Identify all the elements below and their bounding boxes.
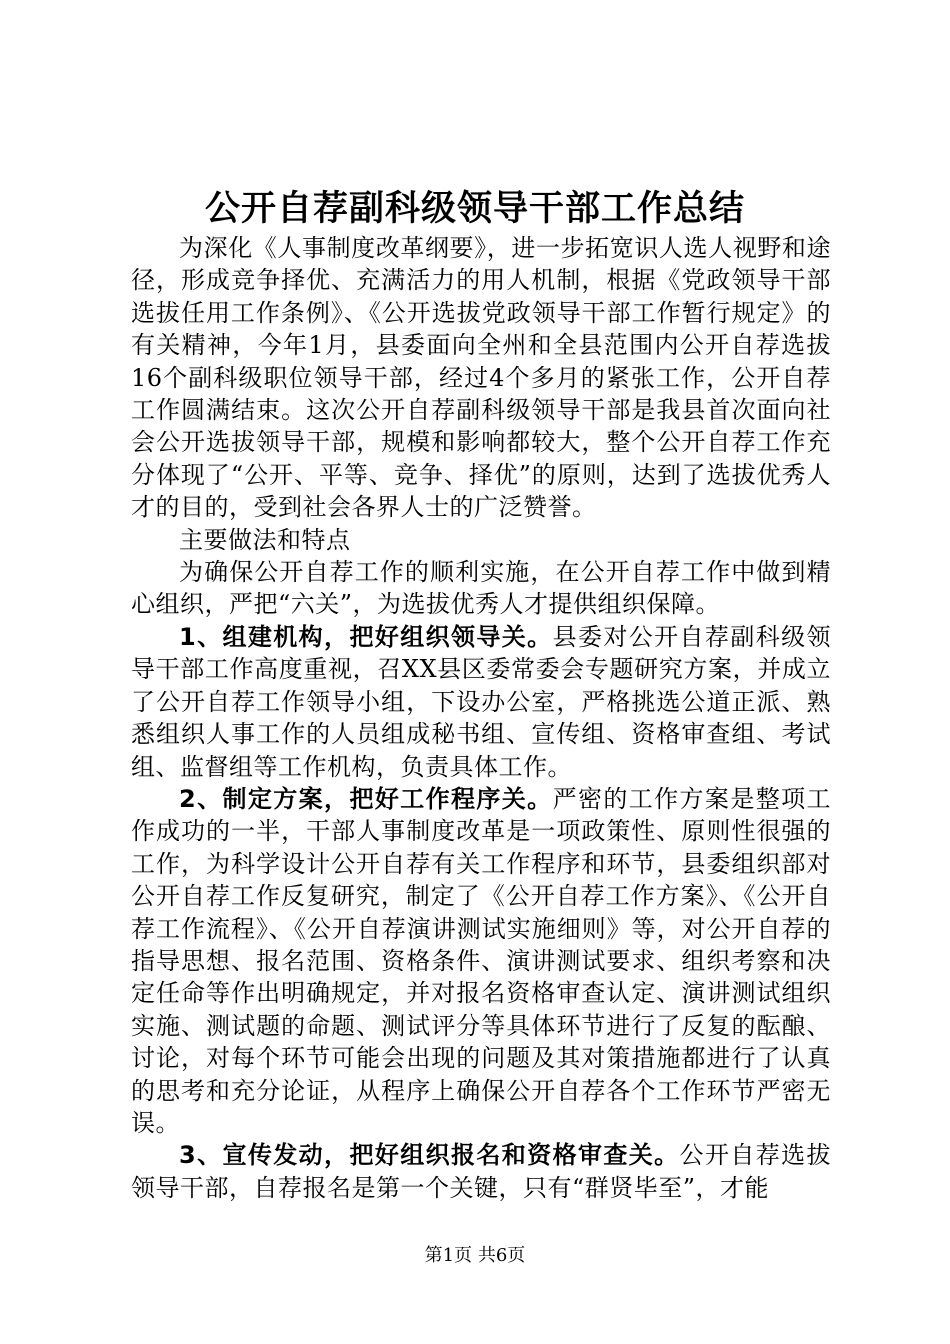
document-body <box>131 232 831 1204</box>
paragraph-text: 为确保公开自荐工作的顺利实施，在公开自荐工作中做到精心组织，严把“六关”，为选拔优秀人才提供组织保障。 <box>131 558 831 619</box>
item-heading: 1、组建机构，把好组织领导关。 <box>179 622 553 651</box>
paragraph-text: 公开自荐选拔领导干部，自荐报名是第一个关键，只有“群贤毕至”，才能 <box>131 1141 832 1202</box>
paragraph-text: 严密的工作方案是整项工作成功的一半，干部人事制度改革是一项政策性、原则性很强的工作，为科学设计公开自荐有关工作程序和环节，县委组织部对公开自荐工作反复研究，制定了《公开自荐工作方案》、《公开自荐工作流程》、《公开自荐演讲测试实施细则》等，对公开自荐的指导思想、报名范围、资格条件、演讲测试要求、组织考察和决定任命等作出明确规定，并对报名资格审查认定、演讲测试组织实施、测试题的命题、测试评分等具体环节进行了反复的酝酿、讨论，对每个环节可能会出现的问题及其对策措施都进行了认真的思考和充分论证，从程序上确保公开自荐各个工作环节严密无误。 <box>131 784 831 1137</box>
paragraph-section-heading <box>131 524 831 556</box>
paragraph-item-3 <box>131 1139 831 1204</box>
paragraph-intro <box>131 232 831 524</box>
paragraph-overview <box>131 556 831 621</box>
paragraph-text: 县委对公开自荐副科级领导干部工作高度重视，召XX县区委常委会专题研究方案，并成立了公开自荐工作领导小组，下设办公室，严格挑选公道正派、熟悉组织人事工作的人员组成秘书组、宣传组、资格审查组、考试组、监督组等工作机构，负责具体工作。 <box>131 622 831 781</box>
item-heading: 2、制定方案，把好工作程序关。 <box>179 784 553 813</box>
paragraph-item-1 <box>131 621 831 783</box>
item-heading: 3、宣传发动，把好组织报名和资格审查关。 <box>179 1141 680 1170</box>
paragraph-item-2 <box>131 783 831 1139</box>
paragraph-text: 主要做法和特点 <box>179 525 351 554</box>
paragraph-text: 为深化《人事制度改革纲要》，进一步拓宽识人选人视野和途径，形成竞争择优、充满活力的用人机制，根据《党政领导干部选拔任用工作条例》、《公开选拔党政领导干部工作暂行规定》的有关精神，今年1月，县委面向全州和全县范围内公开自荐选拔16个副科级职位领导干部，经过4个多月的紧张工作，公开自荐工作圆满结束。这次公开自荐副科级领导干部是我县首次面向社会公开选拔领导干部，规模和影响都较大，整个公开自荐工作充分体现了“公开、平等、竞争、择优”的原则，达到了选拔优秀人才的目的，受到社会各界人士的广泛赞誉。 <box>131 234 831 522</box>
document-title: 公开自荐副科级领导干部工作总结 <box>204 189 745 229</box>
page-number-footer: 第1页 共6页 <box>424 1245 526 1266</box>
